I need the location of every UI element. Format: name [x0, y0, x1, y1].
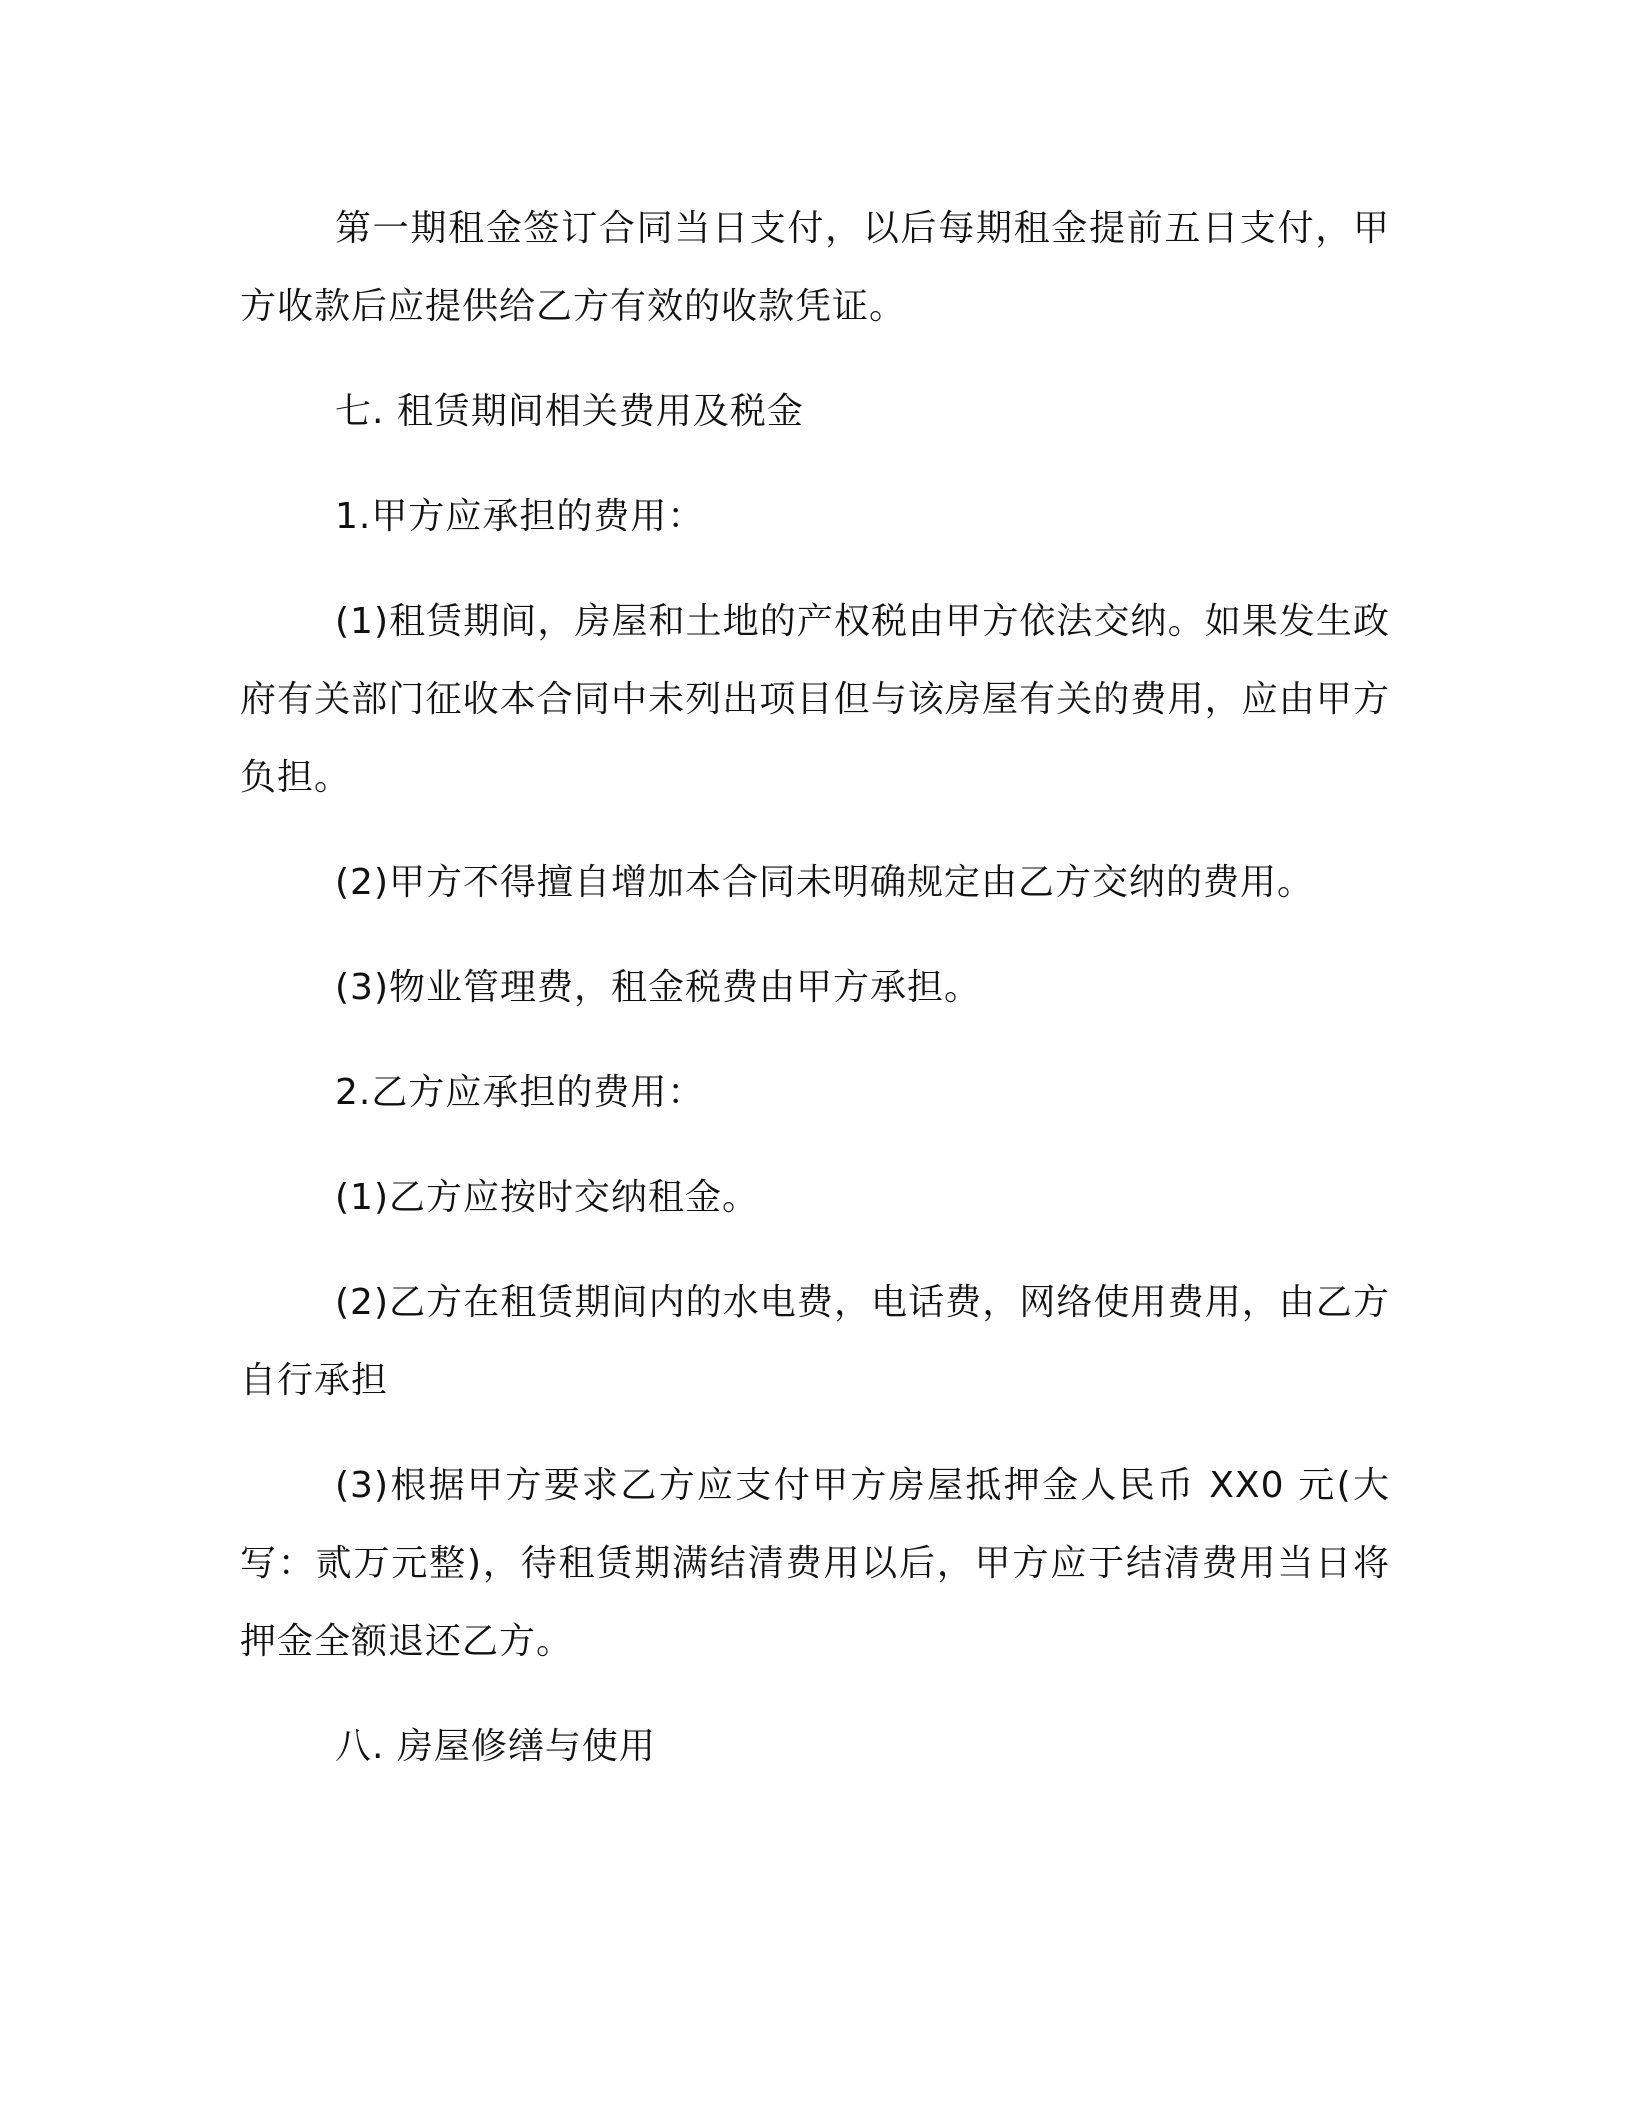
party-a-fees-heading: 1.甲方应承担的费用：: [335, 496, 705, 537]
section-eight-heading: 八. 房屋修缮与使用: [335, 1726, 656, 1767]
party-a-fee-item-2: (2)甲方不得擅自增加本合同未明确规定由乙方交纳的费用。: [335, 862, 1314, 903]
party-b-fee-item-2: (2)乙方在租赁期间内的水电费，电话费，网络使用费用，由乙方自行承担: [240, 1282, 1390, 1401]
party-b-fee-item-1: (1)乙方应按时交纳租金。: [335, 1177, 759, 1218]
party-b-fee-item-3: (3)根据甲方要求乙方应支付甲方房屋抵押金人民币 XX0 元(大写：贰万元整)，待租赁期满结清费用以后，甲方应于结清费用当日将押金全额退还乙方。: [240, 1465, 1390, 1662]
party-b-fees-heading: 2.乙方应承担的费用：: [335, 1072, 705, 1113]
document-page: [240, 190, 1390, 1813]
party-a-fee-item-1: (1)租赁期间，房屋和土地的产权税由甲方依法交纳。如果发生政府有关部门征收本合同中未列出项目但与该房屋有关的费用，应由甲方负担。: [240, 601, 1390, 798]
party-a-fee-item-3: (3)物业管理费，租金税费由甲方承担。: [335, 967, 981, 1008]
payment-terms-paragraph: 第一期租金签订合同当日支付，以后每期租金提前五日支付，甲方收款后应提供给乙方有效的收款凭证。: [240, 208, 1390, 327]
section-seven-heading: 七. 租赁期间相关费用及税金: [335, 391, 804, 432]
